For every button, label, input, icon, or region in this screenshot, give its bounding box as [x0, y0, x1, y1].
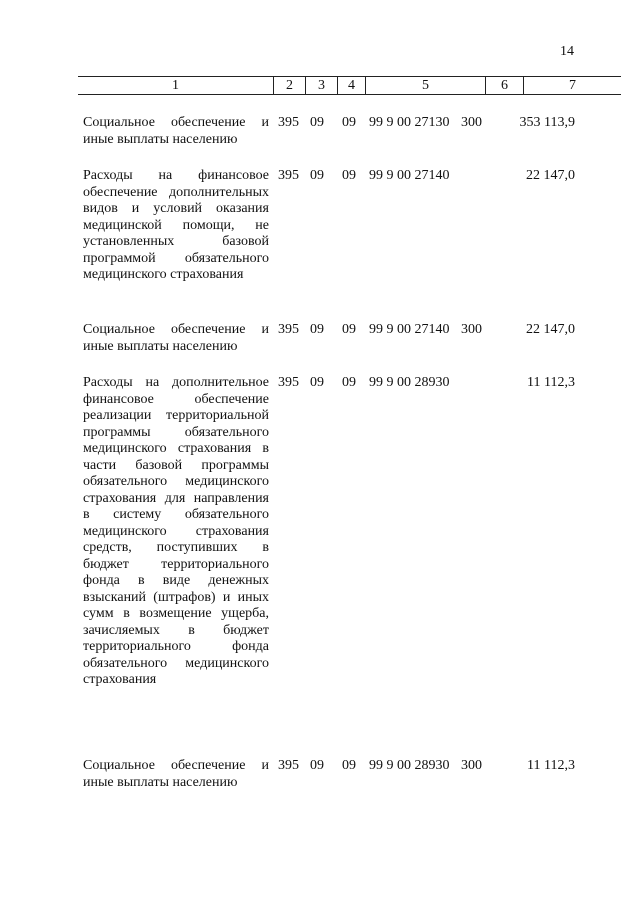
row-expense-type: 300: [461, 758, 482, 773]
column-header-1: 1: [78, 77, 274, 95]
row-ministry-code: 395: [278, 758, 299, 773]
row-description: Расходы на дополнительное финансовое обеспечение реализации территориальной программы обязательного медицинского страхования в части базовой программы обязательного медицинского страхования для направления в систему обязательного медицинского страхования средств, поступивших в бюджет территориального фонда в виде денежных взысканий (штрафов) и иных сумм в возмещение ущерба, зачисляемых в бюджет территориального фонда обязательного медицинского страхования: [83, 375, 269, 687]
row-ministry-code: 395: [278, 375, 299, 390]
row-description: Социальное обеспечение и иные выплаты населению: [83, 758, 269, 790]
row-target-article: 99 9 00 28930: [369, 375, 450, 390]
row-target-article: 99 9 00 28930: [369, 758, 450, 773]
row-ministry-code: 395: [278, 322, 299, 337]
column-header-row: [78, 76, 621, 95]
row-subsection-code: 09: [342, 758, 356, 773]
column-header-4: 4: [338, 77, 366, 95]
row-amount: 353 113,9: [519, 115, 575, 130]
row-section-code: 09: [310, 115, 324, 130]
page-number: 14: [560, 44, 574, 59]
row-ministry-code: 395: [278, 115, 299, 130]
row-description: Социальное обеспечение и иные выплаты населению: [83, 115, 269, 147]
row-amount: 11 112,3: [527, 758, 575, 773]
row-section-code: 09: [310, 168, 324, 183]
column-header-5: 5: [366, 77, 486, 95]
column-header-7: 7: [524, 77, 622, 95]
row-section-code: 09: [310, 375, 324, 390]
row-target-article: 99 9 00 27140: [369, 168, 450, 183]
row-subsection-code: 09: [342, 322, 356, 337]
column-header-6: 6: [486, 77, 524, 95]
row-description: Социальное обеспечение и иные выплаты населению: [83, 322, 269, 354]
row-target-article: 99 9 00 27140: [369, 322, 450, 337]
row-subsection-code: 09: [342, 115, 356, 130]
row-amount: 22 147,0: [526, 322, 575, 337]
row-subsection-code: 09: [342, 375, 356, 390]
row-ministry-code: 395: [278, 168, 299, 183]
row-target-article: 99 9 00 27130: [369, 115, 450, 130]
row-amount: 22 147,0: [526, 168, 575, 183]
row-amount: 11 112,3: [527, 375, 575, 390]
row-section-code: 09: [310, 322, 324, 337]
row-description: Расходы на финансовое обеспечение дополнительных видов и условий оказания медицинской помощи, не установленных базовой программой обязательного медицинского страхования: [83, 168, 269, 282]
row-expense-type: 300: [461, 322, 482, 337]
row-subsection-code: 09: [342, 168, 356, 183]
row-section-code: 09: [310, 758, 324, 773]
row-expense-type: 300: [461, 115, 482, 130]
column-header-3: 3: [306, 77, 338, 95]
column-header-2: 2: [274, 77, 306, 95]
